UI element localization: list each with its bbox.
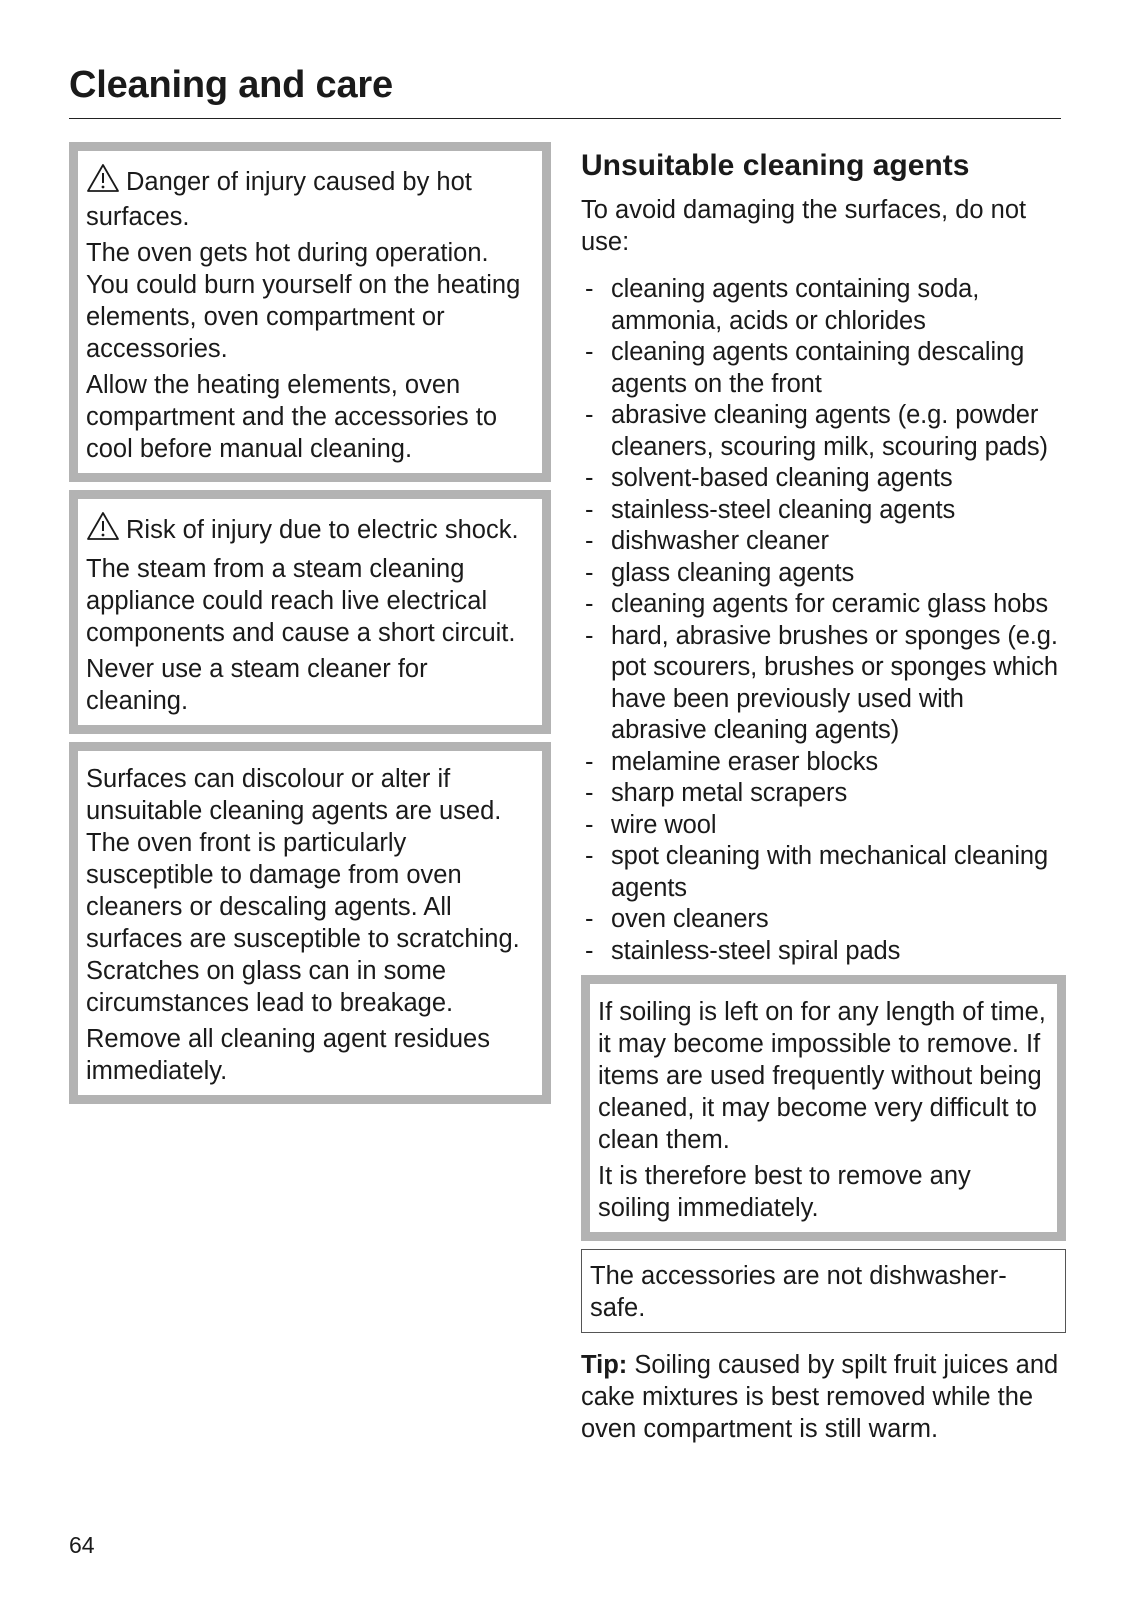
soiling-note-box <box>581 975 1066 1241</box>
list-item <box>581 936 1066 968</box>
list-item-text: glass cleaning agents <box>611 558 855 587</box>
warning-heading <box>86 511 534 549</box>
list-item-text: wire wool <box>611 810 717 839</box>
list-item-text: stainless-steel cleaning agents <box>611 495 956 524</box>
section-intro: To avoid damaging the surfaces, do not use: <box>581 196 1027 256</box>
surface-damage-note-box <box>69 742 551 1104</box>
list-item-text: stainless-steel spiral pads <box>611 936 901 965</box>
list-item-text: dishwasher cleaner <box>611 527 829 555</box>
list-item <box>581 463 1066 495</box>
page-number: 64 <box>69 1532 95 1558</box>
list-item <box>581 747 1066 779</box>
list-item <box>581 589 1066 621</box>
accessories-note-text: The accessories are not dishwasher-safe. <box>590 1262 1007 1322</box>
list-item <box>581 841 1066 904</box>
warning-heading-text: Risk of injury due to electric shock. <box>126 516 519 544</box>
list-item <box>581 337 1066 400</box>
list-item-text: hard, abrasive brushes or sponges (e.g. pot scourers, brushes or sponges which have been previously used with abrasive cleaning agents) <box>611 621 1058 744</box>
left-column <box>69 142 551 1112</box>
list-dash: - <box>585 558 594 587</box>
list-dash: - <box>585 621 594 650</box>
list-dash: - <box>585 936 594 965</box>
list-item-text: oven cleaners <box>611 905 769 933</box>
list-item-text: spot cleaning with mechanical cleaning agents <box>611 842 1049 902</box>
list-item <box>581 621 1066 747</box>
list-item-text: cleaning agents for ceramic glass hobs <box>611 590 1049 618</box>
list-item <box>581 526 1066 558</box>
list-dash: - <box>585 779 594 807</box>
list-dash: - <box>585 590 594 618</box>
warning-triangle-icon <box>86 163 120 201</box>
list-item <box>581 810 1066 842</box>
tip-text: Soiling caused by spilt fruit juices and cake mixtures is best removed while the oven compartment is still warm. <box>581 1351 1059 1443</box>
list-dash: - <box>585 338 594 366</box>
list-dash: - <box>585 810 594 839</box>
warning-heading <box>86 163 534 233</box>
list-dash: - <box>585 275 594 303</box>
list-item-text: cleaning agents containing descaling agents on the front <box>611 338 1025 398</box>
tip-label: Tip: <box>581 1351 628 1379</box>
note-text: If soiling is left on for any length of time, it may become impossible to remove. If items are used frequently without being cleaned, it may become very difficult to clean them. <box>598 998 1046 1154</box>
section-heading: Unsuitable cleaning agents <box>581 149 970 182</box>
note-text: Surfaces can discolour or alter if unsuitable cleaning agents are used. The oven front is particularly susceptible to damage from oven cleaners or descaling agents. All surfaces are susceptible to scratching. Scratches on glass can in some circumstances lead to breakage. <box>86 765 520 1017</box>
list-dash: - <box>585 527 594 555</box>
note-instruction: Remove all cleaning agent residues immediately. <box>86 1025 490 1085</box>
warning-triangle-icon <box>86 511 120 549</box>
list-dash: - <box>585 401 594 429</box>
warning-instruction: Allow the heating elements, oven compartment and the accessories to cool before manual cleaning. <box>86 371 498 463</box>
list-dash: - <box>585 905 594 933</box>
list-item <box>581 558 1066 590</box>
list-item-text: cleaning agents containing soda, ammonia, acids or chlorides <box>611 275 980 335</box>
list-dash: - <box>585 495 594 524</box>
list-item <box>581 778 1066 810</box>
warning-instruction: Never use a steam cleaner for cleaning. <box>86 655 428 715</box>
list-item <box>581 400 1066 463</box>
accessories-note-box <box>581 1249 1066 1333</box>
electric-shock-warning-box <box>69 490 551 734</box>
tip-paragraph <box>581 1349 1066 1445</box>
list-item-text: abrasive cleaning agents (e.g. powder cleaners, scouring milk, scouring pads) <box>611 401 1048 461</box>
unsuitable-agents-list <box>581 274 1066 967</box>
list-item-text: solvent-based cleaning agents <box>611 464 953 492</box>
list-item-text: melamine eraser blocks <box>611 747 879 776</box>
list-dash: - <box>585 747 594 776</box>
right-column <box>581 142 1066 1445</box>
page-title: Cleaning and care <box>69 64 393 106</box>
warning-heading-text: Danger of injury caused by hot surfaces. <box>86 168 472 231</box>
warning-text: The oven gets hot during operation. You could burn yourself on the heating elements, oven compartment or accessories. <box>86 239 521 363</box>
hot-surface-warning-box <box>69 142 551 482</box>
list-item-text: sharp metal scrapers <box>611 779 848 807</box>
warning-text: The steam from a steam cleaning appliance could reach live electrical components and cause a short circuit. <box>86 555 516 647</box>
list-item <box>581 495 1066 527</box>
note-instruction: It is therefore best to remove any soiling immediately. <box>598 1162 971 1222</box>
title-divider <box>69 118 1061 119</box>
list-item <box>581 274 1066 337</box>
list-dash: - <box>585 464 594 492</box>
list-item <box>581 904 1066 936</box>
list-dash: - <box>585 842 594 870</box>
